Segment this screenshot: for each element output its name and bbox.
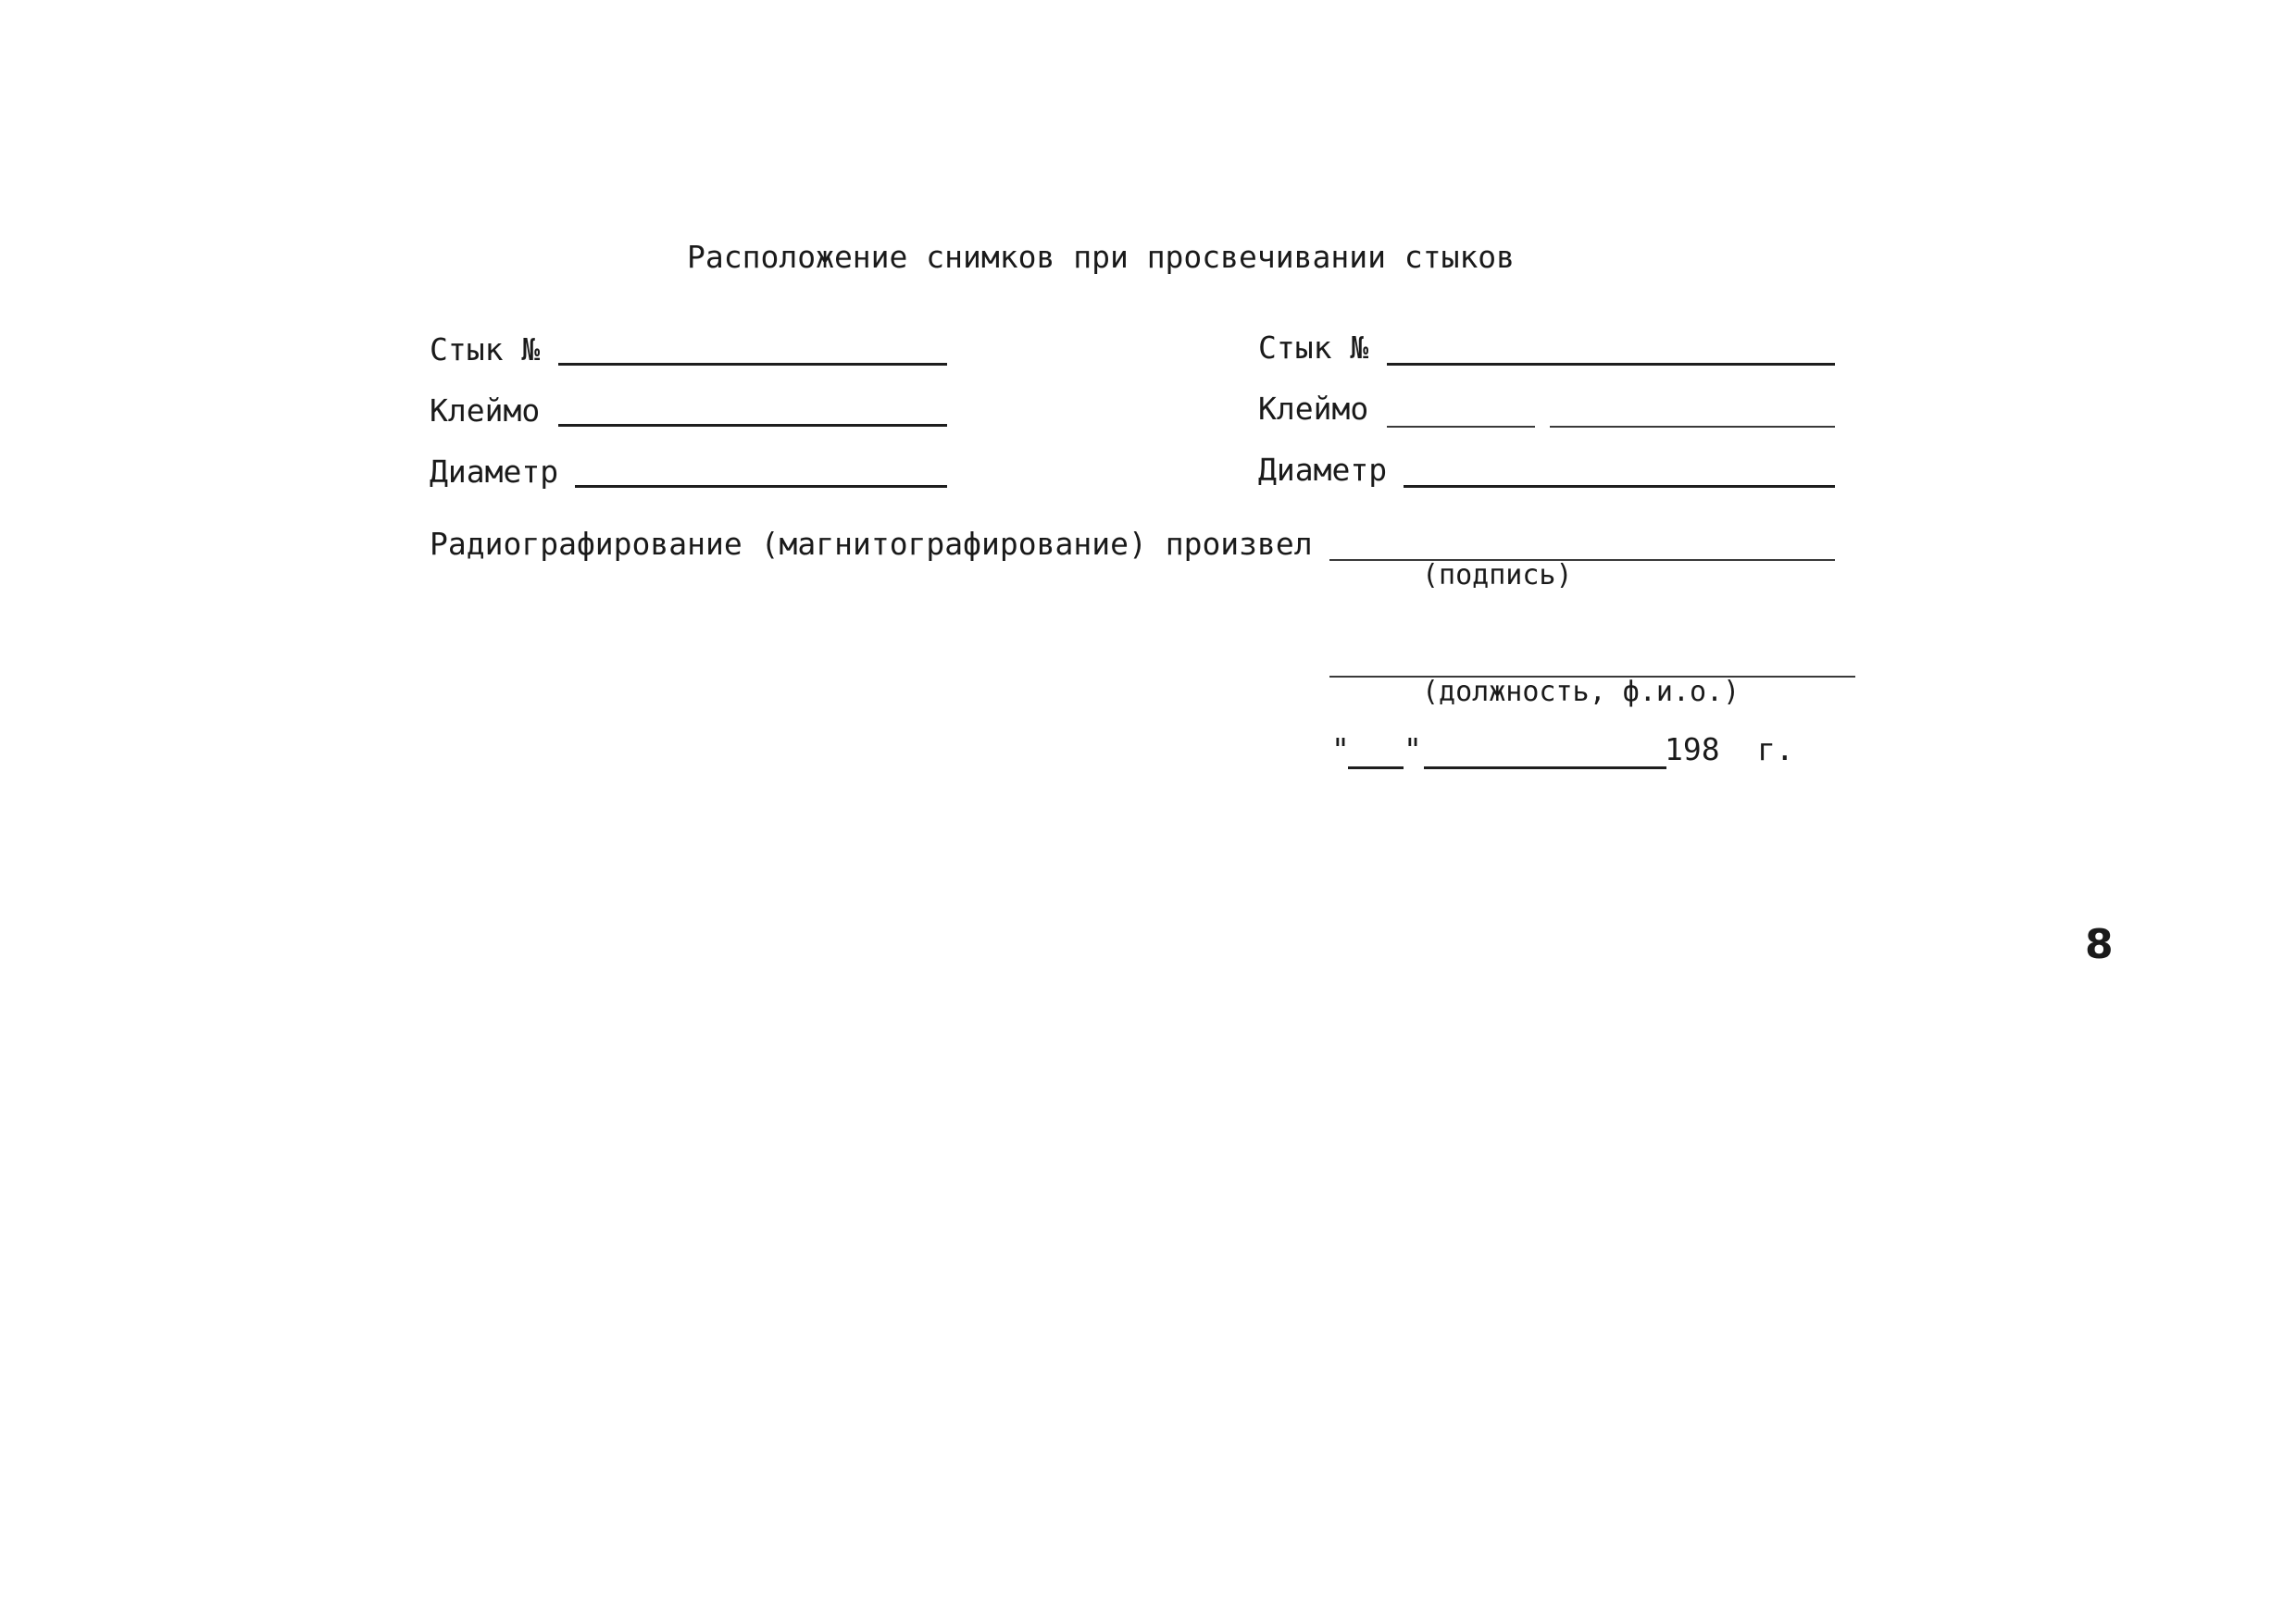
right-diameter-label: Диаметр (1258, 452, 1388, 488)
right-stamp-field-part2[interactable] (1550, 426, 1835, 428)
left-joint-label: Стык № (430, 331, 541, 367)
left-stamp-field[interactable] (558, 424, 947, 427)
date-month-field[interactable] (1424, 766, 1666, 769)
date-year-suffix: г. (1757, 731, 1794, 767)
radiography-label: Радиографирование (магнитографирование) произвел (430, 526, 1313, 562)
signature-caption: (подпись) (1422, 559, 1573, 591)
left-diameter-field[interactable] (575, 485, 947, 488)
right-stamp-field-part1[interactable] (1387, 426, 1535, 428)
right-diameter-field[interactable] (1404, 485, 1835, 488)
right-stamp-label: Клеймо (1258, 391, 1369, 427)
left-diameter-label: Диаметр (430, 454, 559, 490)
right-joint-field[interactable] (1387, 363, 1835, 366)
page-number: 8 (2085, 921, 2114, 968)
right-joint-label: Стык № (1258, 330, 1369, 366)
signature-field[interactable] (1329, 559, 1835, 561)
left-joint-field[interactable] (558, 363, 947, 366)
date-open-quote: " (1331, 731, 1350, 767)
date-close-quote: " (1404, 731, 1422, 767)
position-caption: (должность, ф.и.о.) (1422, 676, 1741, 708)
left-stamp-label: Клеймо (430, 392, 541, 429)
date-year-prefix: 198 (1665, 731, 1720, 767)
form-title: Расположение снимков при просвечивании стыков (687, 239, 1516, 275)
date-day-field[interactable] (1348, 766, 1404, 769)
